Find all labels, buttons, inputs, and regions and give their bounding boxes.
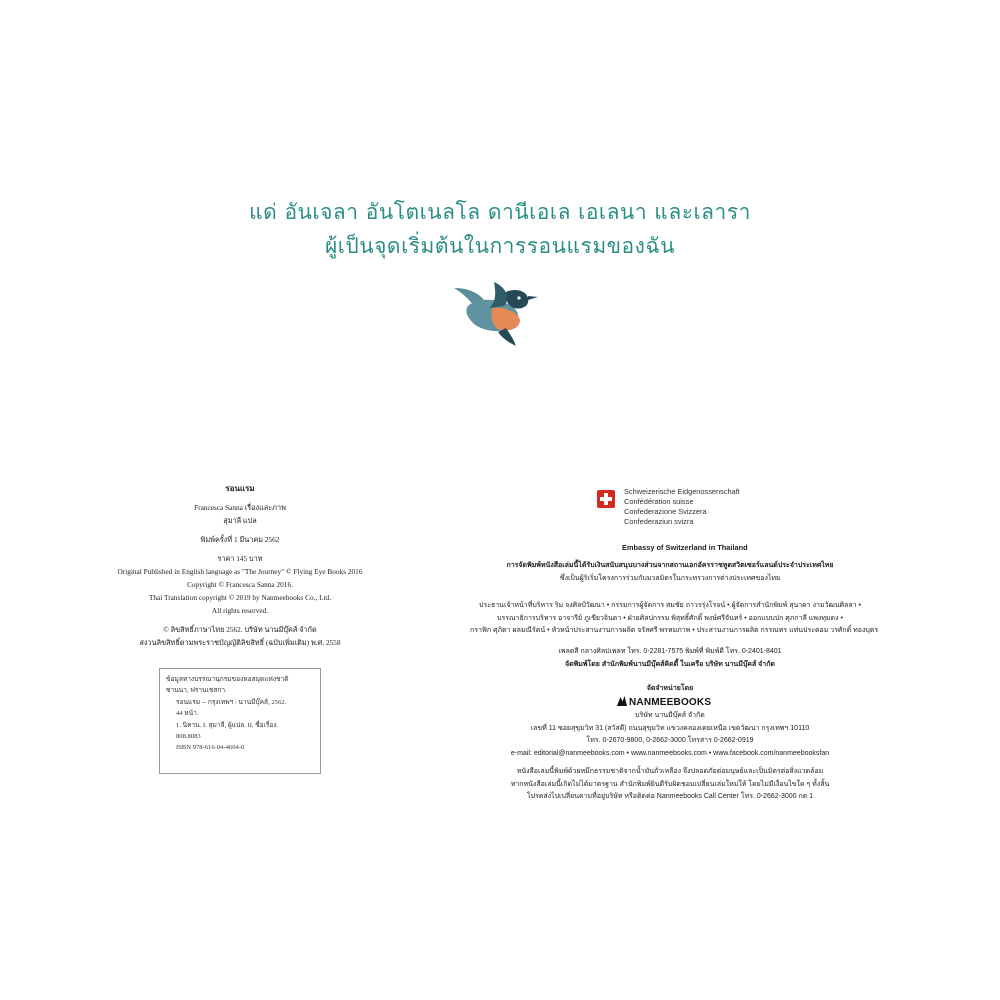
printing-info [470,646,870,671]
distributor-info [470,710,870,760]
nanmeebooks-logo [617,696,711,708]
staff-line-2: บรรณาธิการบริหาร อาจารีย์ ภูเขียวจินดา • ฝ่ายศิลปกรรม พิสุทธิ์ศักดิ์ พงษ์ศรีจันทร์ • ออกแบบปก ศุภกาลี แพงทุมดง • [497,614,843,622]
swiss-name-de: Schweizerische Eidgenossenschaft [624,487,740,496]
embassy-name: Embassy of Switzerland in Thailand [622,543,748,552]
edition-info: พิมพ์ครั้งที่ 1 มีนาคม 2562 [200,535,280,544]
distributor-company: บริษัท นานมีบุ๊คส์ จำกัด [635,712,705,719]
cip-imprint: รอนแรม -- กรุงเทพฯ : นานมีบุ๊คส์, 2562. [176,698,287,706]
thai-copyright: © ลิขสิทธิ์ภาษาไทย 2562. บริษัท นานมีบุ๊คส์ จำกัด [163,625,317,634]
dedication-line-1: แด่ อันเจลา อันโตเนลโล ดานีเอเล เอเลนา และเลารา [249,200,751,224]
support-line-1: การจัดพิมพ์หนังสือเล่มนี้ได้รับเงินสนับสนุนบางส่วนจากสถานเอกอัครราชทูตสวิตเซอร์แลนด์ประจำประเทศไทย [506,562,834,569]
cip-heading: ข้อมูลทางบรรณานุกรมของหอสมุดแห่งชาติ [166,676,289,683]
swiss-name-rm: Confederaziun svizra [624,517,694,526]
swiss-name-fr: Confédération suisse [624,497,694,506]
cip-subjects: 1. นิทาน. I. สุมาลี, ผู้แปล. II. ชื่อเรื่อง. [176,721,279,729]
swiss-cross-icon [597,490,615,508]
cip-isbn: ISBN 978-616-04-4604-0 [176,744,245,752]
copyright-author: Copyright © Francesca Sanna 2016. [187,580,293,589]
mountain-logo-icon [617,696,627,706]
copyright-translation: Thai Translation copyright © 2019 by Nanmeebooks Co., Ltd. [148,593,332,602]
distributor-label: จัดจำหน่ายโดย [646,685,694,692]
distributor-phone: โทร. 0-2670-9800, 0-2662-3000 โทรสาร 0-2662-0919 [586,737,754,744]
printing-line-1: เพลตสี กลางศิลปเพลท โทร. 0-2281-7575 พิมพ์ที่ พิมพ์ดี โทร. 0-2401-8401 [558,648,782,655]
staff-line-1: ประธานเจ้าหน้าที่บริหาร ริม จงศิลป์วัฒนา • กรรมการผู้จัดการ สมชัย ถาวรรุ่งโรจน์ • ผู้จัดการสำนักพิมพ์ สุนาดา งามวัฒนศิลลา • [479,602,861,609]
support-statement [470,560,870,585]
swiss-confederation-name [624,487,740,527]
cip-data-box [159,668,321,774]
swiss-name-it: Confederazione Svizzera [624,507,707,516]
author-credit: Francesca Sanna เรื่องและภาพ [194,503,286,512]
dedication-line-2: ผู้เป็นจุดเริ่มต้นในการรอนแรมของฉัน [324,234,676,258]
price: ราคา 145 บาท [217,554,263,563]
cip-author: ซานนา, ฟรานเชสกา. [166,687,227,695]
staff-credits [470,600,879,638]
distributor-address: เลขที่ 11 ซอยสุขุมวิท 31 (สวัสดี) ถนนสุขุมวิท แขวงคลองเตยเหนือ เขตวัฒนา กรุงเทพฯ 10110 [530,724,810,732]
publisher-line: จัดพิมพ์โดย สำนักพิมพ์นานมีบุ๊คส์คิดดี้ ในเครือ บริษัท นานมีบุ๊คส์ จำกัด [565,660,775,668]
note-line-2: หากหนังสือเล่มนี้เกิดไม่ได้มาตรฐาน สำนักพิมพ์ยินดีรับผิดชอบเปลี่ยนเล่มใหม่ให้ โดยไม่มีเงื่อนไขใด ๆ ทั้งสิ้น [510,780,830,788]
cip-pages: 44 หน้า. [176,710,199,718]
distributor-web: e-mail: editorial@nanmeebooks.com • www.nanmeebooks.com • www.facebook.com/nanmeebooksfan [510,749,830,757]
distributor-label-wrap [470,683,870,696]
colophon [80,482,400,649]
original-publication: Original Published in English language as "The Journey" © Flying Eye Books 2016 [117,567,363,576]
translator-credit: สุมาลี แปล [223,516,257,525]
support-line-2: ซึ่งเป็นผู้ริเริ่มโครงการร่วมกับมวลมิตรในกระทรวงการต่างประเทศของไทย [559,574,781,582]
staff-line-3: กราฟิก ศุภิดา ผลมณีรัตน์ • หัวหน้าประสานงานการผลิต จรัสศรี พรหมภาพ • ประสานงานการผลิต กรรณทร แท่นประดอม วรศักดิ์ ทองบุตร [470,627,879,634]
bird-illustration [448,278,540,348]
logo-text: NANMEEBOOKS [629,697,712,708]
note-line-3: โปรดส่งไปเปลี่ยนตามที่อยู่บริษัท หรือติดต่อ Nanmeebooks Call Center โทร. 0-2662-3000 กด 1 [526,793,814,800]
book-title: รอนแรม [225,484,255,493]
rights-reserved: All rights reserved. [211,606,269,615]
cip-classification: 808.8083 [176,733,201,741]
thai-rights: สงวนลิขสิทธิ์ตามพระราชบัญญัติลิขสิทธิ์ (ฉบับเพิ่มเติม) พ.ศ. 2558 [139,638,341,647]
book-notes [470,766,870,804]
note-line-1: หนังสือเล่มนี้พิมพ์ด้วยหมึกธรรมชาติจากน้ำมันถั่วเหลือง จึงปลอดภัยต่อมนุษย์และเป็นมิตรต่อสิ่งแวดล้อม [516,768,824,775]
